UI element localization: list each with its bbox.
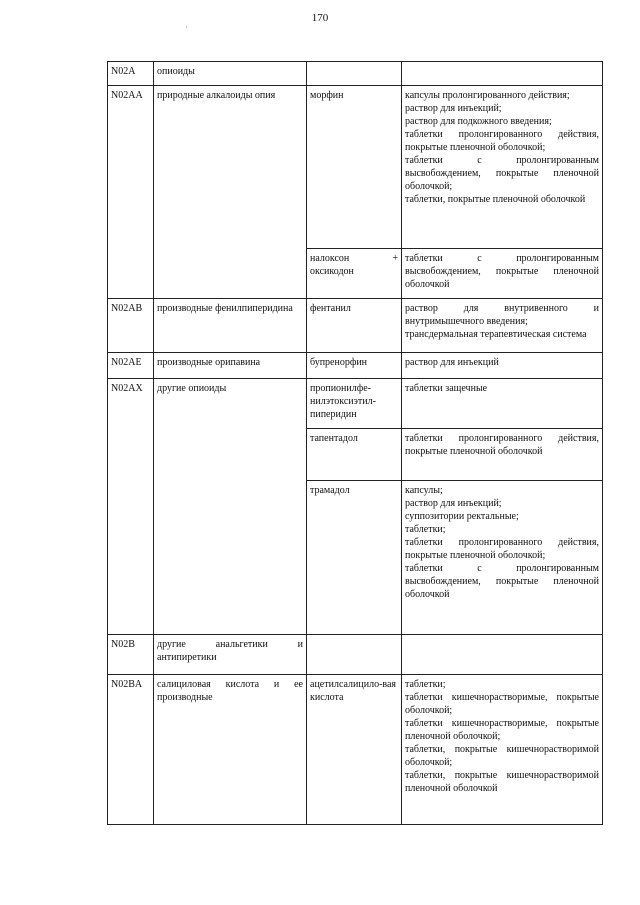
dosage-form-item: таблетки защечные: [405, 383, 488, 394]
dosage-form-item: трансдермальная терапевтическая система: [405, 329, 587, 340]
table-row: [108, 353, 603, 379]
drug-name-cell: налоксон + оксикодон: [307, 249, 402, 299]
group-name-cell: производные фенилпиперидина: [154, 299, 307, 353]
atc-code-cell: N02AE: [108, 353, 154, 379]
dosage-form-item: таблетки;: [405, 679, 446, 690]
atc-code-cell: N02AX: [108, 379, 154, 635]
table-row: [108, 635, 603, 675]
dosage-form-item: таблетки пролонгированного действия, покрытые пленочной оболочкой: [405, 433, 599, 457]
dosage-form-item: таблетки с пролонгированным высвобождением, покрытые пленочной оболочкой: [405, 563, 599, 600]
dosage-forms-cell: [402, 481, 603, 635]
group-name-cell: салициловая кислота и ее производные: [154, 675, 307, 825]
atc-code-cell: N02AA: [108, 86, 154, 299]
dosage-form-item: капсулы пролонгированного действия;: [405, 90, 570, 101]
page-number: 170: [311, 12, 329, 24]
drug-name-cell: [307, 635, 402, 675]
drug-name-cell: морфин: [307, 86, 402, 249]
drug-name-cell: фентанил: [307, 299, 402, 353]
dosage-form-item: таблетки кишечнорастворимые, покрытые оболочкой;: [405, 692, 599, 716]
dosage-forms-cell: [402, 299, 603, 353]
dosage-form-item: раствор для подкожного введения;: [405, 116, 552, 127]
dosage-forms-cell: [402, 62, 603, 86]
dosage-form-item: суппозитории ректальные;: [405, 511, 519, 522]
scan-mark: ·: [185, 22, 188, 32]
dosage-forms-cell: [402, 249, 603, 299]
drug-name-cell: [307, 62, 402, 86]
table-row: [108, 62, 603, 86]
dosage-form-item: раствор для инъекций: [405, 357, 499, 368]
dosage-form-item: таблетки пролонгированного действия, покрытые пленочной оболочкой;: [405, 537, 599, 561]
dosage-form-item: таблетки, покрытые кишечнорастворимой оболочкой;: [405, 744, 599, 768]
dosage-form-item: раствор для инъекций;: [405, 498, 502, 509]
dosage-forms-cell: [402, 675, 603, 825]
dosage-forms-cell: [402, 429, 603, 481]
atc-code-cell: N02A: [108, 62, 154, 86]
atc-code-cell: N02AB: [108, 299, 154, 353]
dosage-form-item: таблетки кишечнорастворимые, покрытые пленочной оболочкой;: [405, 718, 599, 742]
dosage-form-item: таблетки пролонгированного действия, покрытые пленочной оболочкой;: [405, 129, 599, 153]
drug-name-cell: пропионилфе-нилэтоксиэтил-пиперидин: [307, 379, 402, 429]
drug-name-cell: трамадол: [307, 481, 402, 635]
drug-name-cell: ацетилсалицило-вая кислота: [307, 675, 402, 825]
dosage-form-item: таблетки с пролонгированным высвобождением, покрытые пленочной оболочкой;: [405, 155, 599, 192]
dosage-form-item: капсулы;: [405, 485, 443, 496]
group-name-cell: другие анальгетики и антипиретики: [154, 635, 307, 675]
drug-name-cell: тапентадол: [307, 429, 402, 481]
table-row: [108, 675, 603, 825]
table-row: [108, 299, 603, 353]
dosage-form-item: таблетки, покрытые пленочной оболочкой: [405, 194, 586, 205]
drug-classification-table: [107, 61, 603, 825]
dosage-form-item: таблетки;: [405, 524, 446, 535]
dosage-forms-cell: [402, 353, 603, 379]
dosage-forms-cell: [402, 86, 603, 249]
dosage-forms-cell: [402, 635, 603, 675]
atc-code-cell: N02B: [108, 635, 154, 675]
drug-name-cell: бупренорфин: [307, 353, 402, 379]
group-name-cell: производные орипавина: [154, 353, 307, 379]
atc-code-cell: N02BA: [108, 675, 154, 825]
dosage-form-item: таблетки, покрытые кишечнорастворимой пленочной оболочкой: [405, 770, 599, 794]
dosage-form-item: раствор для внутривенного и внутримышечного введения;: [405, 303, 599, 327]
table-row: [108, 86, 603, 249]
group-name-cell: другие опиоиды: [154, 379, 307, 635]
dosage-form-item: таблетки с пролонгированным высвобождением, покрытые пленочной оболочкой: [405, 253, 599, 290]
dosage-form-item: раствор для инъекций;: [405, 103, 502, 114]
group-name-cell: опиоиды: [154, 62, 307, 86]
table-row: [108, 379, 603, 429]
dosage-forms-cell: [402, 379, 603, 429]
group-name-cell: природные алкалоиды опия: [154, 86, 307, 299]
